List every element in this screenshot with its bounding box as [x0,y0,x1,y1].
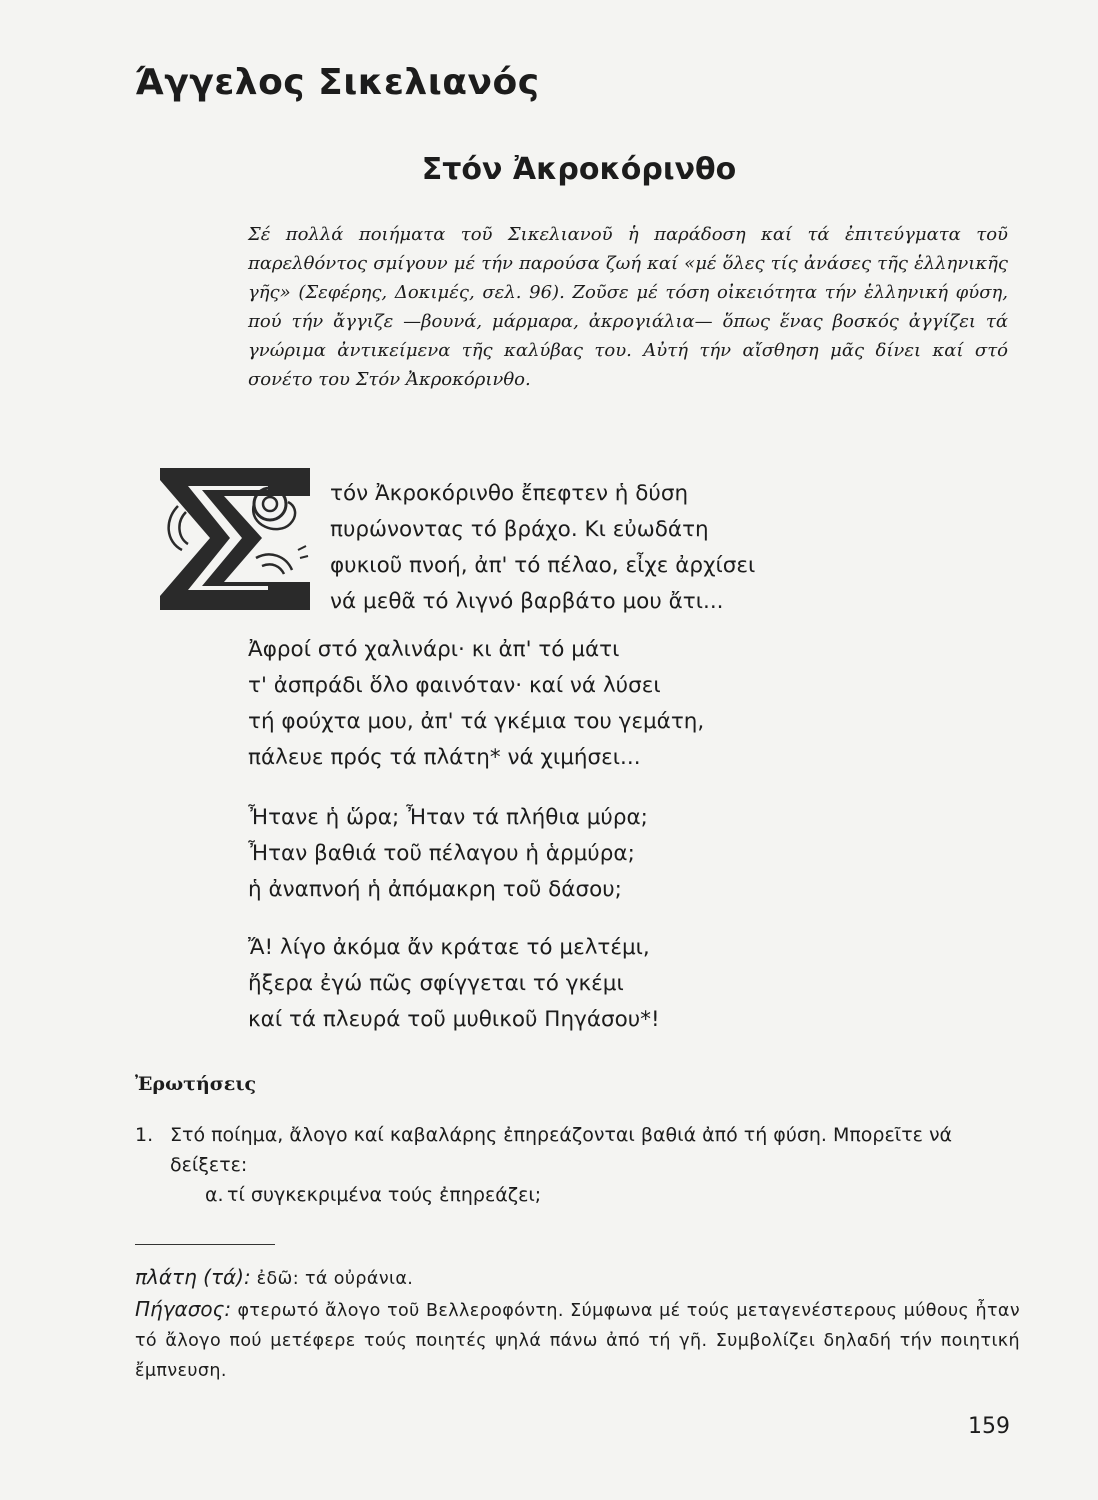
poem-line: Ἦτανε ἡ ὥρα; Ἦταν τά πλήθια μύρα; [248,805,648,830]
poem-line: ἡ ἀναπνοή ἡ ἀπόμακρη τοῦ δάσου; [248,877,622,902]
poem-line: τή φούχτα μου, ἀπ' τά γκέμια του γεμάτη, [248,709,705,734]
author-heading: Άγγελος Σικελιανός [135,62,540,103]
stanza-2 [248,632,704,776]
footnote [135,1294,1020,1386]
footnote [135,1262,1020,1294]
decorated-sigma-initial-icon [158,466,314,612]
footnote-text: φτερωτό ἄλογο τοῦ Βελλεροφόντη. Σύμφωνα μέ τούς μεταγενέστερους μύθους ἦταν τό ἄλογο πού μετέφερε τούς ποιητές ψηλά πάνω ἀπό τή γῆ. Συμβολίζει δηλαδή τήν ποιητική ἔμπνευση. [135,1301,1021,1381]
footnotes [135,1262,1020,1386]
question-text: Στό ποίημα, ἄλογο καί καβαλάρης ἐπηρεάζονται βαθιά ἀπό τή φύση. Μπορεῖτε νά δείξετε: [170,1124,953,1176]
poem-line: τόν Ἀκροκόρινθο ἔπεφτεν ἡ δύση [330,481,689,506]
poem-line: πυρώνοντας τό βράχο. Κι εὐωδάτη [330,517,709,542]
poem-line: καί τά πλευρά τοῦ μυθικοῦ Πηγάσου*! [248,1007,660,1032]
footnote-divider [135,1244,275,1245]
poem-title: Στόν Ἀκροκόρινθο [421,152,737,187]
question-number: 1. [135,1124,154,1146]
poem-line: Ἄ! λίγο ἀκόμα ἄν κράταε τό μελτέμι, [248,935,650,960]
intro-text: Σέ πολλά ποιήματα τοῦ Σικελιανοῦ ἡ παράδοση καί τά ἐπιτεύγματα τοῦ παρελθόντος σμίγουν μέ τήν παρούσα ζωή καί «μέ ὅλες τίς ἀνάσες τῆς ἑλληνικῆς γῆς» (Σεφέρης, Δοκιμές, σελ. 96). Ζοῦσε μέ τόση οἰκειότητα τήν ἑλληνική φύση, πού τήν ἄγγιζε —βουνά, μάρμαρα, ἀκρογιάλια— ὅπως ἕνας βοσκός ἀγγίζει τά γνώριμα ἀντικείμενα τῆς καλύβας του. Αὐτή τήν αἴσθηση μᾶς δίνει καί στό σονέτο του Στόν Ἀκροκόρινθο. [248,224,1008,390]
poem-line: ἤξερα ἐγώ πῶς σφίγγεται τό γκέμι [248,971,624,996]
poem-line: νά μεθᾶ τό λιγνό βαρβάτο μου ἄτι... [330,589,724,614]
page-number: 159 [968,1414,1010,1439]
poem-line: πάλευε πρός τά πλάτη* νά χιμήσει... [248,745,641,770]
question-item [135,1120,1025,1210]
questions-heading: Ἐρωτήσεις [135,1073,257,1095]
stanza-3 [248,800,648,908]
subitem-text: τί συγκεκριμένα τούς ἐπηρεάζει; [227,1184,542,1206]
poem-line: Ἦταν βαθιά τοῦ πέλαγου ἡ ἁρμύρα; [248,841,635,866]
subitem-letter: α. [205,1184,224,1206]
footnote-text: ἐδῶ: τά οὐράνια. [256,1269,414,1289]
footnote-term: πλάτη (τά): [135,1265,251,1289]
intro-paragraph [248,220,1008,394]
poem-line: φυκιοῦ πνοή, ἀπ' τό πέλαο, εἶχε ἀρχίσει [330,553,756,578]
stanza-4 [248,930,660,1038]
poem-line: Ἀφροί στό χαλινάρι· κι ἀπ' τό μάτι [248,637,620,662]
stanza-1 [330,476,755,620]
poem-line: τ' ἀσπράδι ὅλο φαινόταν· καί νά λύσει [248,673,661,698]
footnote-term: Πήγασος: [135,1297,232,1321]
questions-list [135,1120,1025,1210]
question-subitem [170,1180,1025,1210]
